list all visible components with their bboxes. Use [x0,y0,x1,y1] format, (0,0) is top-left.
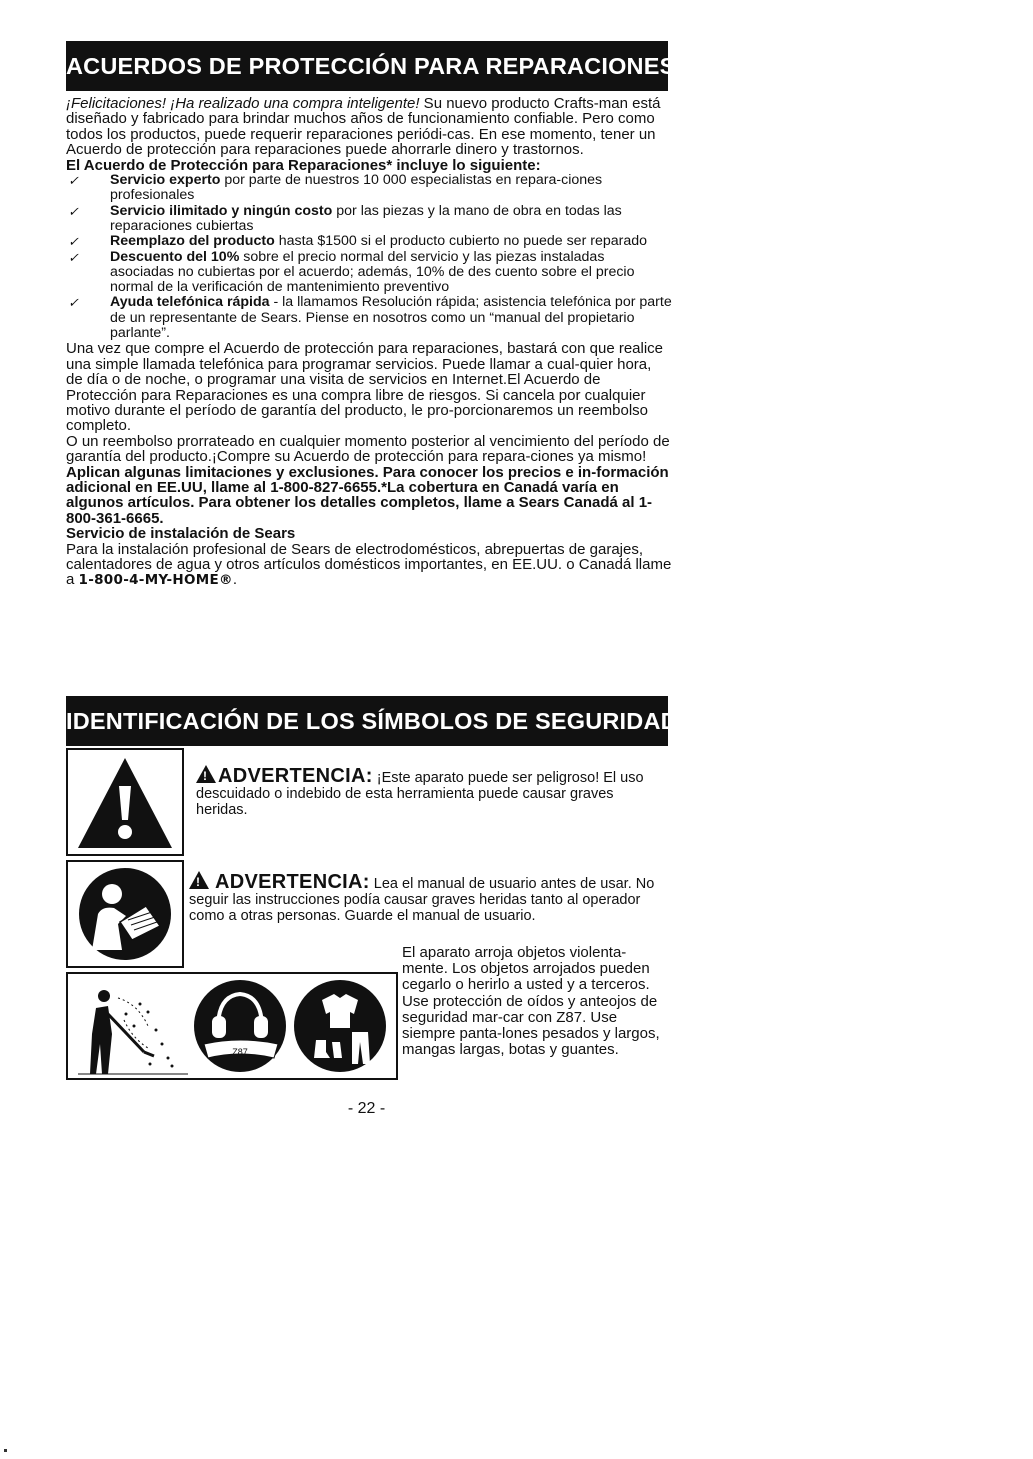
item-bold: Servicio ilimitado y ningún costo [110,202,333,219]
item-bold: Descuento del 10% [110,248,240,265]
item-bold: Reemplazo del producto [110,233,275,250]
install-text: Para la instalación profesional de Sears de electrodomésticos, abrepuertas de garajes, calentadores de agua y otros artículos domésticos importantes, en EE.UU. o Canadá llame a [66,540,672,589]
warning-1 [196,765,666,818]
item-text: hasta $1500 si el producto cubierto no puede ser reparado [274,233,648,250]
ppe-symbol-box [66,972,398,1080]
includes-heading: El Acuerdo de Protección para Reparaciones* incluye lo siguiente: [66,156,541,174]
check-mark-icon: ✓ [68,295,79,311]
read-manual-icon [68,862,182,966]
item-bold: Ayuda telefónica rápida [110,294,270,311]
warning-triangle-icon [196,765,216,783]
limitations-paragraph: Aplican algunas limitaciones y exclusiones. Para conocer los precios e in-formación adicional en EE.UU, llame al 1-800-827-6655.*La cobertura en Canadá varía en algunos artículos. Para obtener los detalles completos, llame a Sears Canadá al 1-800-361-6665. [66,463,669,527]
warning-2-text: Lea el manual de usuario antes de usar. No seguir las instrucciones podía causar graves heridas tanto al operador como a otras personas. Guarde el manual de usuario. [189,876,655,924]
section-title-safety-symbols: IDENTIFICACIÓN DE LOS SÍMBOLOS DE SEGURIDAD [66,696,668,746]
warning-triangle-icon [189,871,209,889]
check-mark-icon: ✓ [68,249,79,265]
list-item [66,234,672,249]
warning-2 [189,871,669,924]
list-item [66,173,672,204]
item-text: por parte de nuestros 10 000 especialistas en repara-ciones profesionales [110,172,603,204]
protective-clothing-icon [292,978,388,1074]
corner-mark [4,1449,7,1452]
list-item [66,204,672,235]
repair-protection-section [66,96,672,589]
list-item [66,295,672,341]
ear-eye-protection-icon [192,978,288,1074]
warning-symbol-box [66,748,184,856]
item-text: sobre el precio normal del servicio y las piezas instaladas asociadas no cubiertas por el acuerdo; además, 10% de des cuento sobre el precio normal de la verificación de mantenimiento preventivo [110,248,635,296]
intro-rest: Su nuevo producto Crafts-man está diseñado y fabricado para brindar muchos años de funcionamiento confiable. Pero como todos los productos, puede requerir reparaciones periódi-cas. En ese momento, tener un Acuerdo de protección para reparaciones puede ahorrarle dinero y trastornos. [66,95,661,159]
page-number: - 22 - [347,1100,386,1117]
install-paragraph [66,542,672,589]
install-phone: 1-800-4-MY-HOME® [78,572,233,589]
install-heading: Servicio de instalación de Sears [66,525,296,543]
intro-paragraph [66,96,672,158]
z87-label: Z87 [232,1047,248,1057]
warning-1-text: ¡Este aparato puede ser peligroso! El uso descuidado o indebido de esta herramienta puede causar graves heridas. [196,770,644,818]
purchase-paragraph: Una vez que compre el Acuerdo de protección para reparaciones, bastará con que realice una simple llamada telefónica para programar servicios. Puede llamar a cual-quier hora, de día o de noche, o programar una visita de servicios en Internet.El Acuerdo de Protección para Reparaciones es una compra libre de riesgos. Si cancela por cualquier motivo durante el período de garantía del producto, le pro-porcionaremos un reembolso completo. [66,340,664,435]
intro-italic: ¡Felicitaciones! ¡Ha realizado una compra inteligente! [66,95,420,112]
check-mark-icon: ✓ [68,203,79,219]
item-bold: Servicio experto [110,172,221,189]
refund-paragraph: O un reembolso prorrateado en cualquier momento posterior al vencimiento del período de garantía del producto.¡Compre su Acuerdo de protección para repara-ciones ya mismo! [66,432,670,466]
item-text: - la llamamos Resolución rápida; asistencia telefónica por parte de un representante de Sears. Piense en nosotros como un “manual del propietario parlante”. [110,294,672,341]
read-manual-symbol-box [66,860,184,968]
ppe-description: El aparato arroja objetos violenta-mente. Los objetos arrojados pueden cegarlo o herirlo a usted y a terceros. Use protección de oídos y anteojos de seguridad mar-car con Z87. Use siempre panta-lones pesados y largos, mangas largas, botas y guantes. [402,944,660,1059]
warning-2-title: ADVERTENCIA: [215,871,370,893]
warning-1-title: ADVERTENCIA: [218,765,373,787]
check-mark-icon: ✓ [68,173,79,189]
check-mark-icon: ✓ [68,234,79,250]
install-end: . [232,571,238,589]
section-title-repair-protection: ACUERDOS DE PROTECCIÓN PARA REPARACIONES [66,41,668,91]
list-item [66,250,672,296]
item-text: por las piezas y la mano de obra en todas las reparaciones cubiertas [110,202,622,234]
warning-triangle-icon [68,750,182,854]
